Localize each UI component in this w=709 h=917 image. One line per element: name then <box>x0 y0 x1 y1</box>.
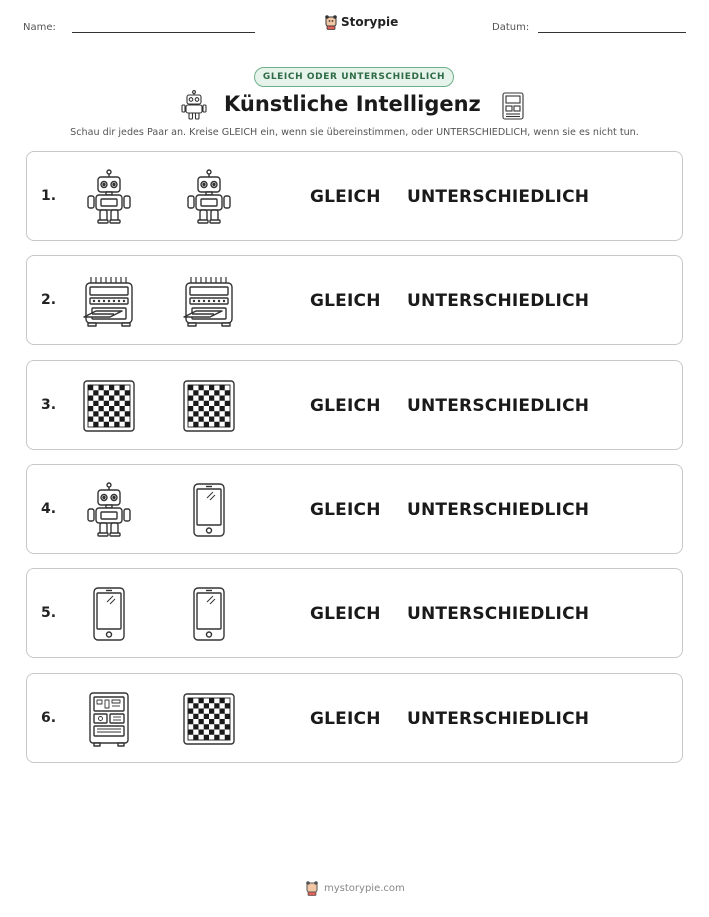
exercise-row <box>26 255 683 345</box>
robot-icon <box>180 90 208 120</box>
name-line <box>72 32 255 33</box>
worksheet-header <box>0 14 709 44</box>
option-different[interactable]: UNTERSCHIEDLICH <box>407 604 590 624</box>
smartphone-icon <box>182 482 236 538</box>
footer-url: mystorypie.com <box>324 882 405 894</box>
instructions-text: Schau dir jedes Paar an. Kreise GLEICH ein, wenn sie übereinstimmen, oder UNTERSCHIEDLICH, wenn sie es nicht tun. <box>70 127 639 138</box>
date-label: Datum: <box>492 22 530 33</box>
footer <box>305 880 405 896</box>
page-title: Künstliche Intelligenz <box>224 92 481 116</box>
option-same[interactable]: GLEICH <box>310 187 381 207</box>
title-row <box>0 90 709 124</box>
storypie-logo <box>324 14 398 30</box>
name-label: Name: <box>23 22 56 33</box>
machine-icon <box>182 273 236 329</box>
robot-icon <box>82 169 136 225</box>
smartphone-icon <box>82 586 136 642</box>
storypie-mascot-icon <box>305 880 319 896</box>
exercise-row <box>26 151 683 241</box>
smartphone-icon <box>182 586 236 642</box>
exercise-row <box>26 673 683 763</box>
chessboard-icon <box>182 378 236 434</box>
exercise-row <box>26 464 683 554</box>
machine-icon <box>82 273 136 329</box>
robot-icon <box>182 169 236 225</box>
storypie-wordmark: Storypie <box>341 15 399 29</box>
chessboard-icon <box>82 378 136 434</box>
exercise-number: 5. <box>41 605 57 621</box>
exercise-number: 6. <box>41 710 57 726</box>
option-different[interactable]: UNTERSCHIEDLICH <box>407 396 590 416</box>
exercise-number: 4. <box>41 501 57 517</box>
exercise-row <box>26 568 683 658</box>
option-same[interactable]: GLEICH <box>310 396 381 416</box>
option-same[interactable]: GLEICH <box>310 291 381 311</box>
exercise-number: 1. <box>41 188 57 204</box>
option-same[interactable]: GLEICH <box>310 604 381 624</box>
storypie-mascot-icon <box>324 14 338 30</box>
exercise-number: 2. <box>41 292 57 308</box>
option-same[interactable]: GLEICH <box>310 709 381 729</box>
exercise-row <box>26 360 683 450</box>
exercise-number: 3. <box>41 397 57 413</box>
option-different[interactable]: UNTERSCHIEDLICH <box>407 187 590 207</box>
circuit-board-icon <box>82 691 136 747</box>
option-different[interactable]: UNTERSCHIEDLICH <box>407 291 590 311</box>
option-same[interactable]: GLEICH <box>310 500 381 520</box>
worksheet-type-badge: GLEICH ODER UNTERSCHIEDLICH <box>254 67 454 87</box>
circuit-board-icon <box>502 92 524 120</box>
date-line <box>538 32 686 33</box>
chessboard-icon <box>182 691 236 747</box>
option-different[interactable]: UNTERSCHIEDLICH <box>407 500 590 520</box>
robot-icon <box>82 482 136 538</box>
option-different[interactable]: UNTERSCHIEDLICH <box>407 709 590 729</box>
